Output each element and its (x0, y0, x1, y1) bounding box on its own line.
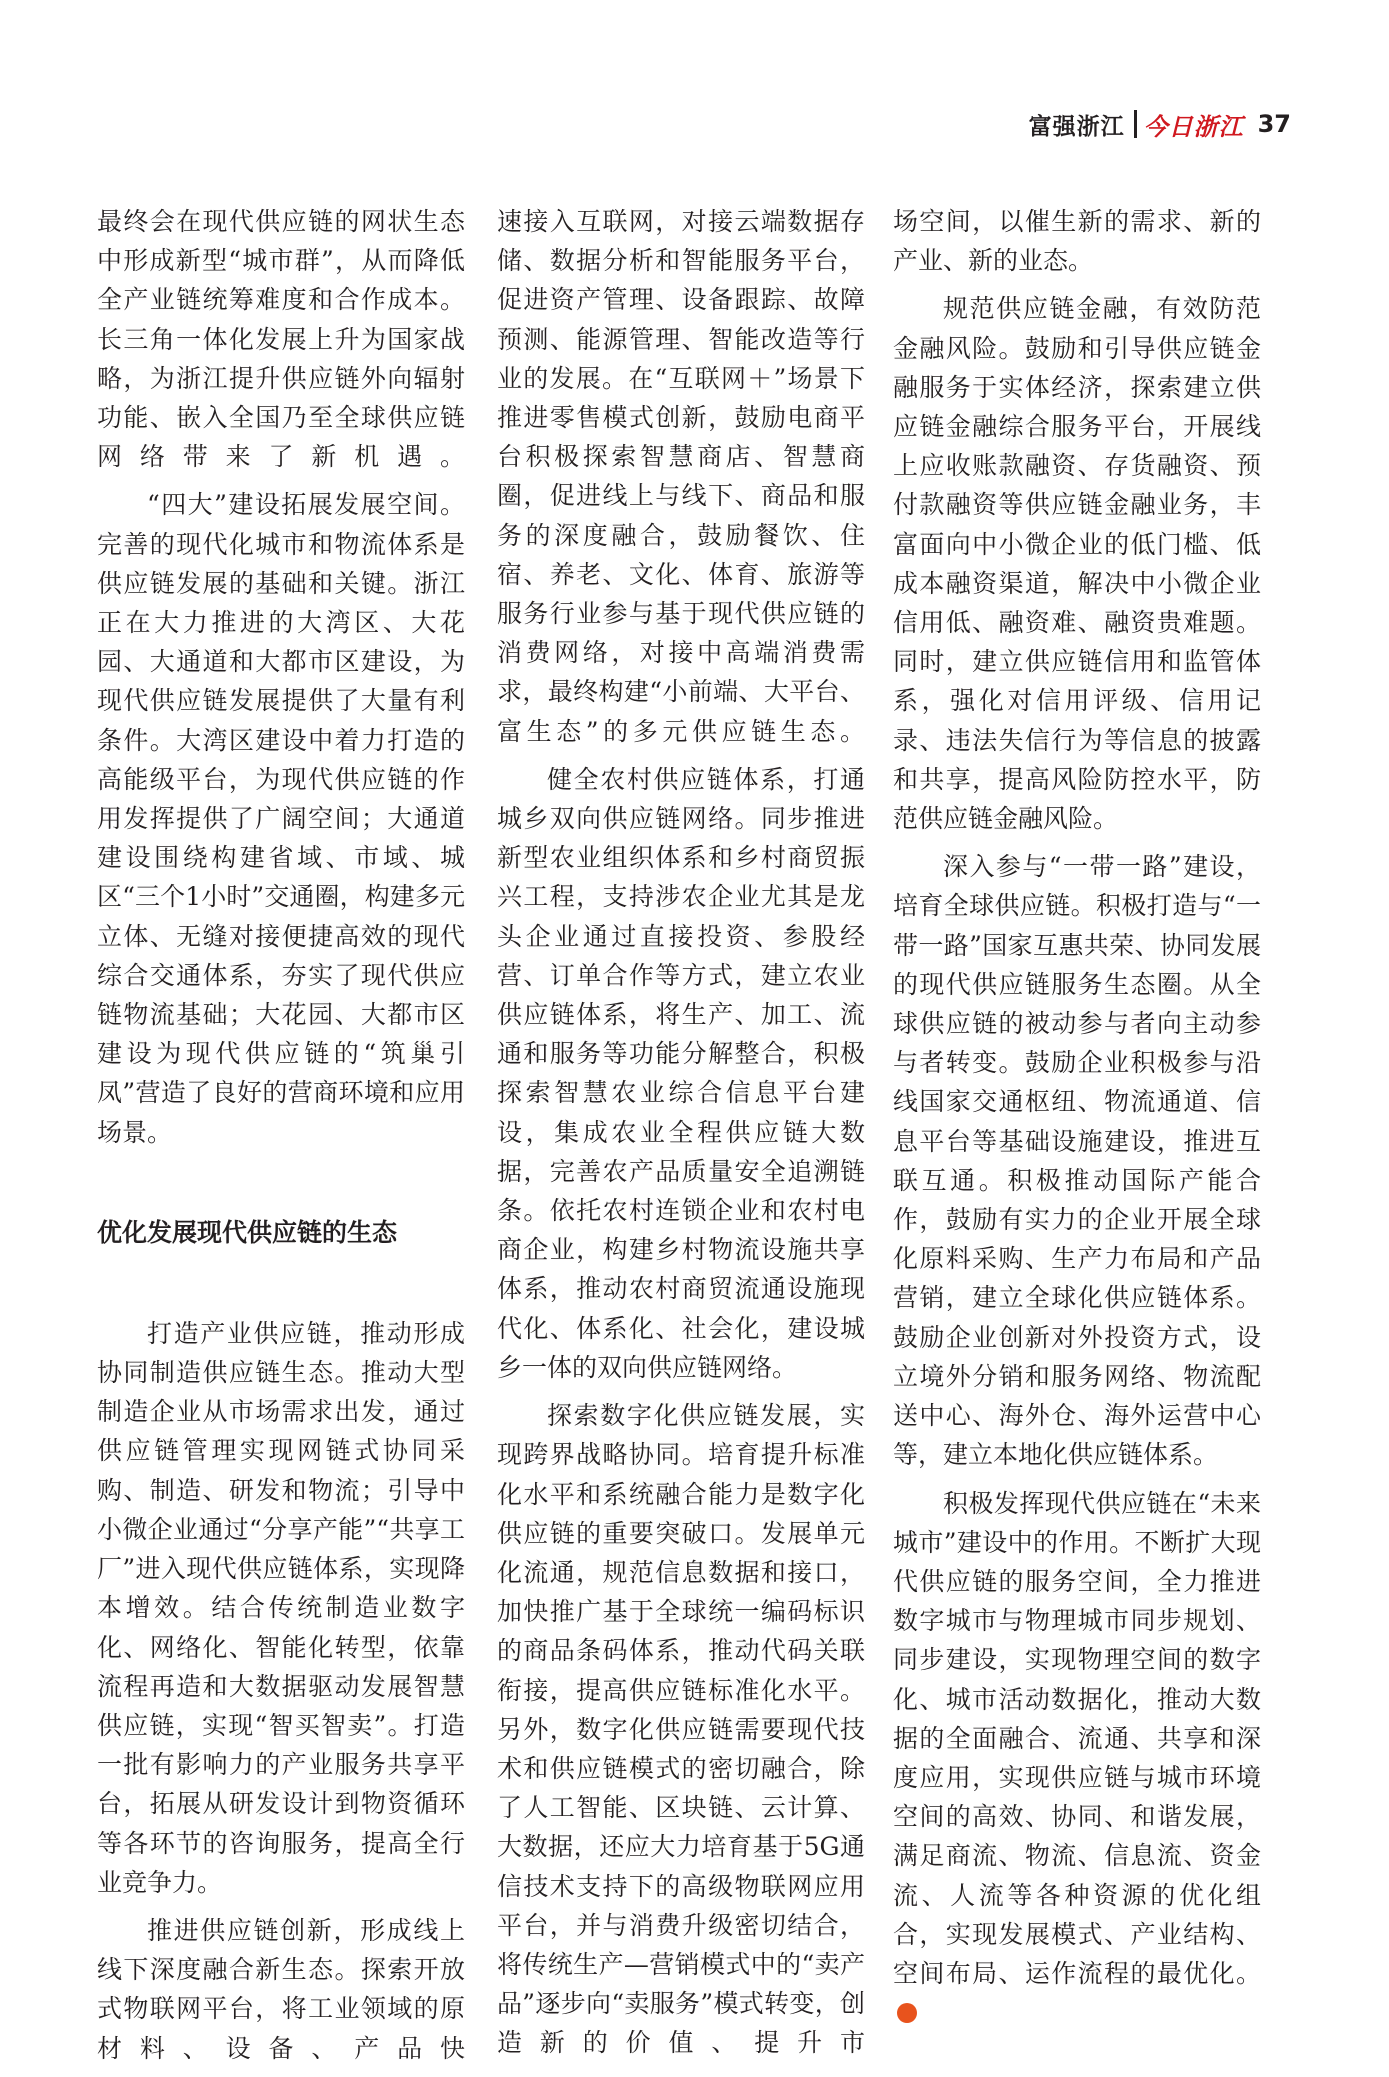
paragraph-text: 积极发挥现代供应链在“未来城市”建设中的作用。不断扩大现代供应链的服务空间，全力推进数字城市与物理城市同步规划、同步建设，实现物理空间的数字化、城市活动数据化，推动大数据的全面融合、流通、共享和深度应用，实现供应链与城市环境空间的高效、协同、和谐发展，满足商流、物流、信息流、资金流、人流等各种资源的优化组合，实现发展模式、产业结构、空间布局、运作流程的最优化。 (893, 1488, 1261, 1988)
paragraph: 深入参与“一带一路”建设，培育全球供应链。积极打造与“一带一路”国家互惠共荣、协同发展的现代供应链服务生态圈。从全球供应链的被动参与者向主动参与者转变。鼓励企业积极参与沿线国家交通枢纽、物流通道、信息平台等基础设施建设，推进互联互通。积极推动国际产能合作，鼓励有实力的企业开展全球化原料采购、生产力布局和产品营销，建立全球化供应链体系。鼓励企业创新对外投资方式，设立境外分销和服务网络、物流配送中心、海外仓、海外运营中心等，建立本地化供应链体系。 (893, 852, 1261, 1470)
paragraph: 速接入互联网，对接云端数据存储、数据分析和智能服务平台，促进资产管理、设备跟踪、故障预测、能源管理、智能改造等行业的发展。在“互联网＋”场景下推进零售模式创新，鼓励电商平台积极探索智慧商店、智慧商圈，促进线上与线下、商品和服务的深度融合，鼓励餐饮、住宿、养老、文化、体育、旅游等服务行业参与基于现代供应链的消费网络，对接中高端消费需求，最终构建“小前端、大平台、富生态”的多元供应链生态。 (497, 207, 865, 746)
article-column-3 (893, 202, 1261, 2041)
paragraph: 场空间，以催生新的需求、新的产业、新的业态。 (893, 207, 1261, 276)
article-column-1 (97, 202, 465, 2077)
article-end-icon (897, 2003, 917, 2023)
section-title: 富强浙江 (1028, 113, 1125, 140)
paragraph-final (893, 1484, 1261, 2033)
magazine-logo: 今日浙江 (1143, 111, 1244, 141)
header-divider (1134, 110, 1137, 138)
paragraph: “四大”建设拓展发展空间。完善的现代化城市和物流体系是供应链发展的基础和关键。浙江正在大力推进的大湾区、大花园、大通道和大都市区建设，为现代供应链发展提供了大量有利条件。大湾区建设中着力打造的高能级平台，为现代供应链的作用发挥提供了广阔空间；大通道建设围绕构建省域、市域、城区“三个1小时”交通圈，构建多元立体、无缝对接便捷高效的现代综合交通体系，夯实了现代供应链物流基础；大花园、大都市区建设为现代供应链的“筑巢引凤”营造了良好的营商环境和应用场景。 (97, 490, 465, 1147)
paragraph: 推进供应链创新，形成线上线下深度融合新生态。探索开放式物联网平台，将工业领域的原材料、设备、产品快 (97, 1915, 465, 2063)
paragraph: 健全农村供应链体系，打通城乡双向供应链网络。同步推进新型农业组织体系和乡村商贸振兴工程，支持涉农企业尤其是龙头企业通过直接投资、参股经营、订单合作等方式，建立农业供应链体系，将生产、加工、流通和服务等功能分解整合，积极探索智慧农业综合信息平台建设，集成农业全程供应链大数据，完善农产品质量安全追溯链条。依托农村连锁企业和农村电商企业，构建乡村物流设施共享体系，推动农村商贸流通设施现代化、体系化、社会化，建设城乡一体的双向供应链网络。 (497, 764, 865, 1382)
page-header (1029, 104, 1291, 144)
page-number: 37 (1257, 110, 1291, 138)
article-column-2 (497, 202, 865, 2072)
paragraph: 最终会在现代供应链的网状生态中形成新型“城市群”，从而降低全产业链统筹难度和合作成本。长三角一体化发展上升为国家战略，为浙江提升供应链外向辐射功能、嵌入全国乃至全球供应链网络带来了新机遇。 (97, 207, 465, 472)
paragraph: 打造产业供应链，推动形成协同制造供应链生态。推动大型制造企业从市场需求出发，通过供应链管理实现网链式协同采购、制造、研发和物流；引导中小微企业通过“分享产能”“共享工厂”进入现代供应链体系，实现降本增效。结合传统制造业数字化、网络化、智能化转型，依靠流程再造和大数据驱动发展智慧供应链，实现“智买智卖”。打造一批有影响力的产业服务共享平台，拓展从研发设计到物资循环等各环节的咨询服务，提高全行业竞争力。 (97, 1318, 465, 1897)
paragraph: 规范供应链金融，有效防范金融风险。鼓励和引导供应链金融服务于实体经济，探索建立供应链金融综合服务平台，开展线上应收账款融资、存货融资、预付款融资等供应链金融业务，丰富面向中小微企业的低门槛、低成本融资渠道，解决中小微企业信用低、融资难、融资贵难题。同时，建立供应链信用和监管体系，强化对信用评级、信用记录、违法失信行为等信息的披露和共享，提高风险防控水平，防范供应链金融风险。 (893, 294, 1261, 834)
section-heading: 优化发展现代供应链的生态 (97, 1217, 398, 1247)
paragraph: 探索数字化供应链发展，实现跨界战略协同。培育提升标准化水平和系统融合能力是数字化供应链的重要突破口。发展单元化流通，规范信息数据和接口，加快推广基于全球统一编码标识的商品条码体系，推动代码关联衔接，提高供应链标准化水平。另外，数字化供应链需要现代技术和供应链模式的密切融合，除了人工智能、区块链、云计算、大数据，还应大力培育基于5G通信技术支持下的高级物联网应用平台，并与消费升级密切结合，将传统生产—营销模式中的“卖产品”逐步向“卖服务”模式转变，创造新的价值、提升市 (497, 1401, 865, 2058)
